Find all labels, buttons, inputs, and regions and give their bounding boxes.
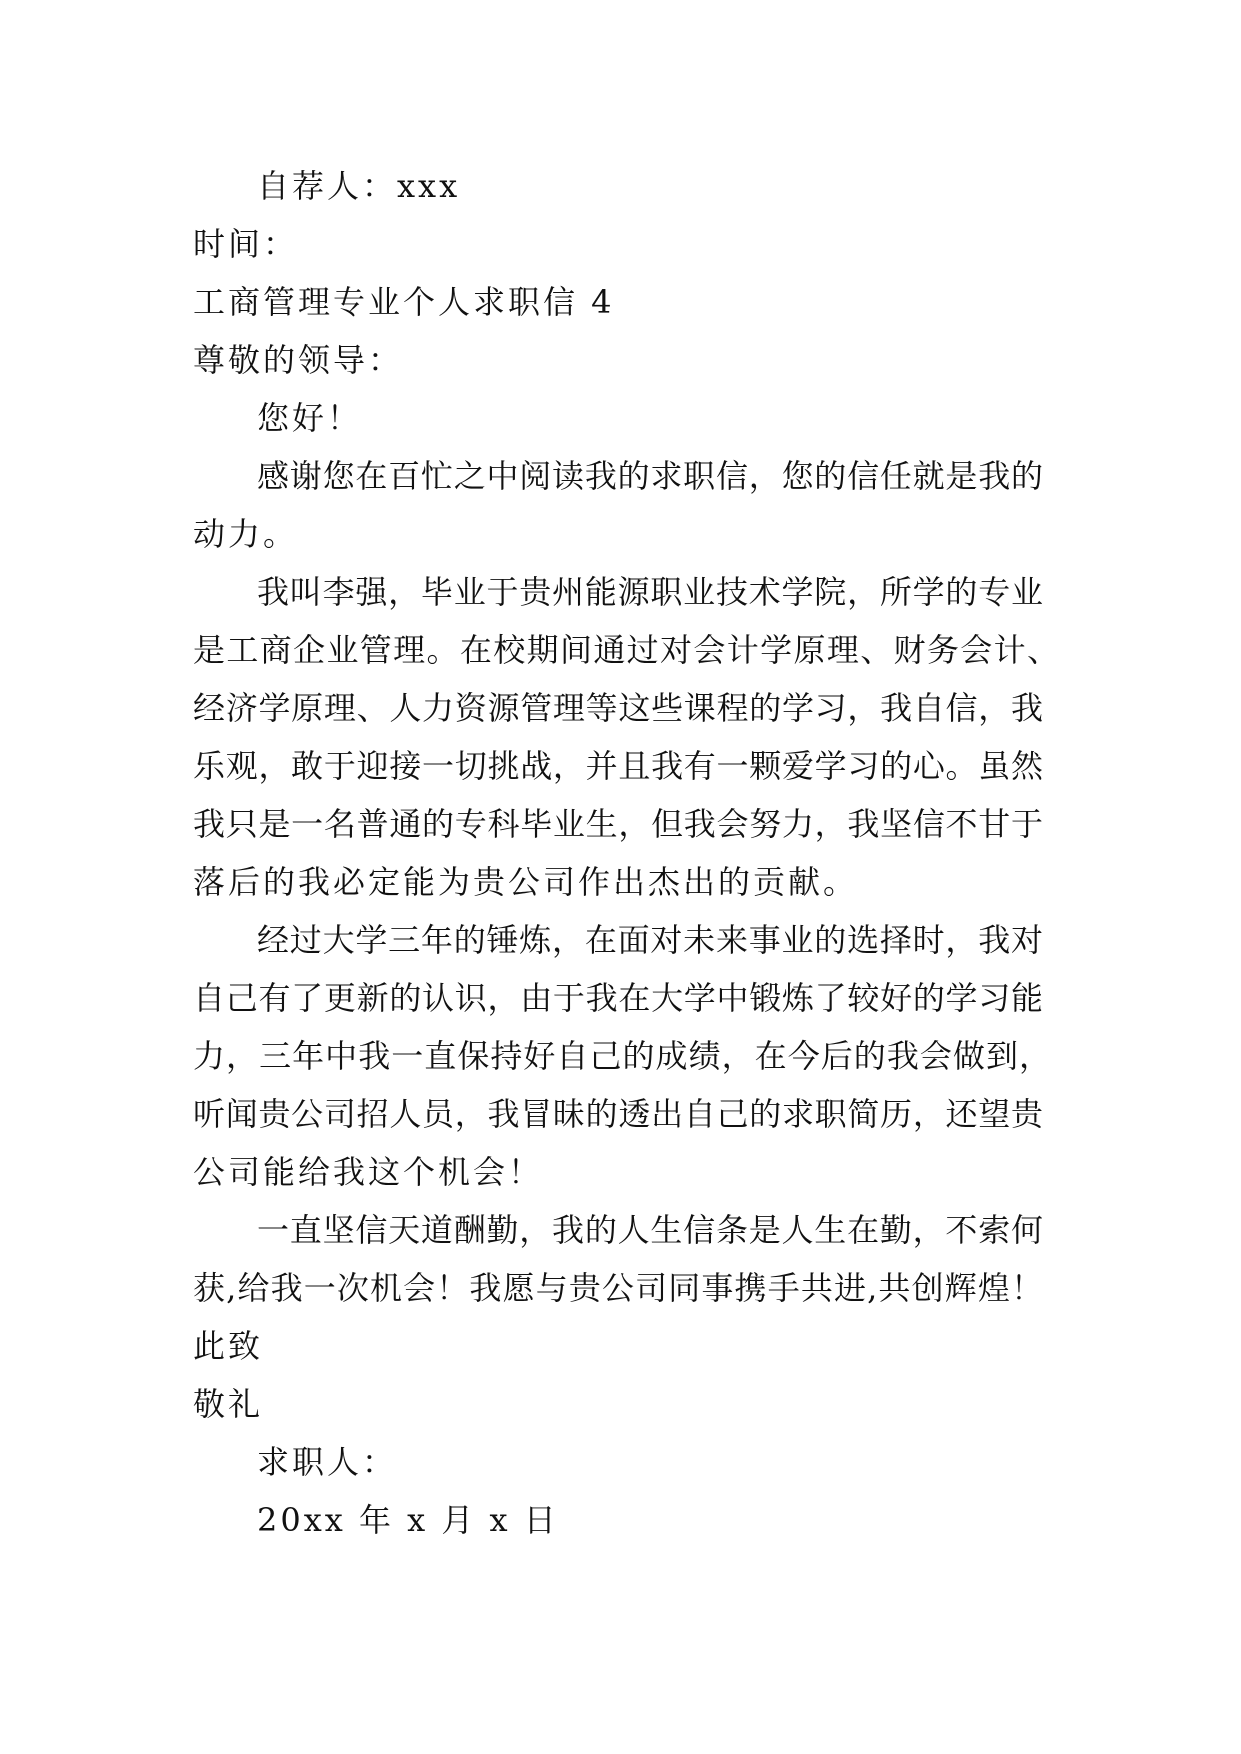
paragraph-4-line-2: 获,给我一次机会！我愿与贵公司同事携手共进,共创辉煌！: [193, 1269, 1043, 1307]
paragraph-3-line-3: 力，三年中我一直保持好自己的成绩，在今后的我会做到，: [193, 1037, 1051, 1075]
closing-2: 敬礼: [193, 1385, 264, 1423]
applicant-signature: 求职人：: [257, 1443, 398, 1481]
paragraph-3-line-2: 自己有了更新的认识，由于我在大学中锻炼了较好的学习能: [193, 979, 1043, 1017]
date-line: 20xx 年 x 月 x 日: [257, 1501, 559, 1539]
paragraph-2-line-4: 乐观，敢于迎接一切挑战，并且我有一颗爱学习的心。虽然: [193, 747, 1043, 785]
greeting: 您好！: [257, 399, 363, 437]
recommender-line: 自荐人：xxx: [257, 167, 461, 205]
paragraph-2-line-6: 落后的我必定能为贵公司作出杰出的贡献。: [193, 863, 859, 901]
paragraph-2-line-5: 我只是一名普通的专科毕业生，但我会努力，我坚信不甘于: [193, 805, 1043, 843]
paragraph-3-line-4: 听闻贵公司招人员，我冒昧的透出自己的求职简历，还望贵: [193, 1095, 1043, 1133]
paragraph-3-line-1: 经过大学三年的锤炼，在面对未来事业的选择时，我对: [257, 921, 1043, 959]
salutation: 尊敬的领导：: [193, 341, 404, 379]
paragraph-1-line-2: 动力。: [193, 515, 299, 553]
time-line: 时间：: [193, 225, 299, 263]
letter-title: 工商管理专业个人求职信 4: [193, 283, 615, 321]
closing-1: 此致: [193, 1327, 264, 1365]
paragraph-1-line-1: 感谢您在百忙之中阅读我的求职信，您的信任就是我的: [257, 457, 1043, 495]
paragraph-3-line-5: 公司能给我这个机会！: [193, 1153, 544, 1191]
paragraph-2-line-1: 我叫李强，毕业于贵州能源职业技术学院，所学的专业: [257, 573, 1043, 611]
paragraph-4-line-1: 一直坚信天道酬勤，我的人生信条是人生在勤，不索何: [257, 1211, 1043, 1249]
paragraph-2-line-3: 经济学原理、人力资源管理等这些课程的学习，我自信，我: [193, 689, 1043, 727]
paragraph-2-line-2: 是工商企业管理。在校期间通过对会计学原理、财务会计、: [193, 631, 1059, 669]
